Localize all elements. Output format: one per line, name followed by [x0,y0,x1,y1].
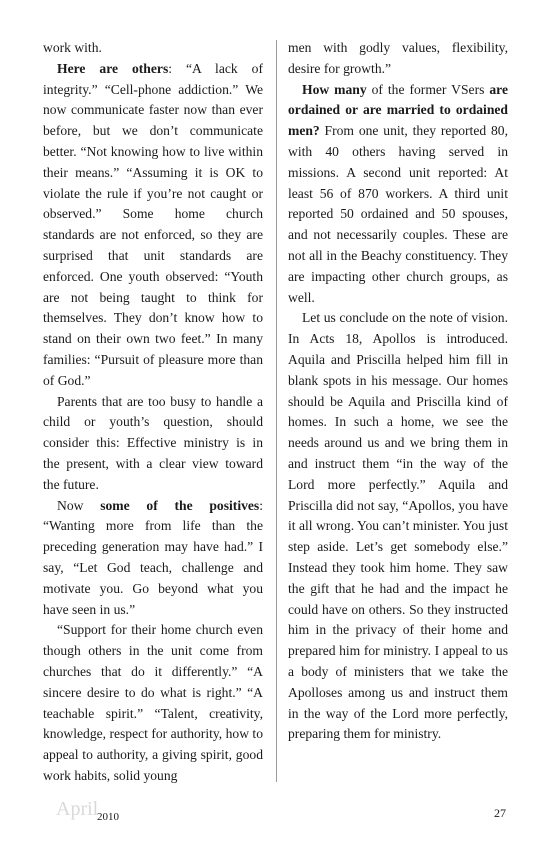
paragraph: men with godly values, flexibility, desire for growth.” [288,40,508,76]
page-number: 27 [494,806,506,820]
bold-phrase: Here are others [57,60,169,76]
right-column [288,38,508,745]
left-column [43,38,263,787]
paragraph: work with. [43,40,102,55]
paragraph: Let us conclude on the note of vision. In Acts 18, Apollos is introduced. Aquila and Priscilla helped him fill in blank spots in his message. Our homes should be Aquila and Priscilla kind of homes. In such a home, we see the needs around us and we bring them in and instruct them “in the way of the Lord more perfectly.” Aquila and Priscilla did not say, “Apollos, you have it all wrong. You can’t minister. You just step aside. Let’s get somebody else.” Instead they took him home. They saw the gift that he had and the impact he could have on others. So they instructed him in the privacy of their home and prepared him for ministry. I appeal to us a body of ministers that we take the Apolloses among us and instruct them in the way of the Lord more perfectly, preparing them for ministry. [288,310,508,742]
bold-phrase: are ordained or are married to ordained men? [288,81,508,139]
paragraph-text: : “Wanting more from life than the preceding generation may have had.” I say, “Let God teach, challenge and motivate you. Go beyond what you have seen in us.” [43,497,263,617]
paragraph-text: : “A lack of integrity.” “Cell-phone addiction.” We now communicate faster now than ever before, but we don’t communicate better. “Not knowing how to live within their means.” “Assuming it is OK to violate the rule if you’re not caught or observed.” Some home church standards are not enforced, so they are surprised that unit standards are enforced. One youth observed: “Youth are not being taught to think for themselves. They don’t know how to stand on their own two feet.” In many families: “Pursuit of pleasure more than of God.” [43,60,263,388]
paragraph-text: of the former VSers [366,81,490,97]
paragraph: Parents that are too busy to handle a child or youth’s question, should consider this: Effective ministry is in the present, with a clear view toward the future. [43,393,263,492]
footer-year: 2010 [97,811,119,823]
footer-month: April [56,798,99,820]
column-divider [276,40,277,782]
paragraph [43,496,263,621]
bold-phrase: some of the positives [100,497,260,513]
paragraph-text: Now [57,497,101,513]
paragraph [43,59,263,392]
bold-phrase: How many [302,81,367,97]
paragraph: “Support for their home church even though others in the unit come from churches that do it differently.” “A sincere desire to do what is right.” “A teachable spirit.” “Talent, creativity, knowledge, respect for authority, how to appeal to authority, a giving spirit, good work habits, solid young [43,622,263,783]
paragraph-text: From one unit, they reported 80, with 40 others having served in missions. A second unit reported: At least 56 of 870 workers. A third unit reported 50 ordained and 50 spouses, and not necessarily couples. These are not all in the Beachy constituency. They are impacting other church groups, as well. [288,123,508,305]
paragraph [288,80,508,309]
